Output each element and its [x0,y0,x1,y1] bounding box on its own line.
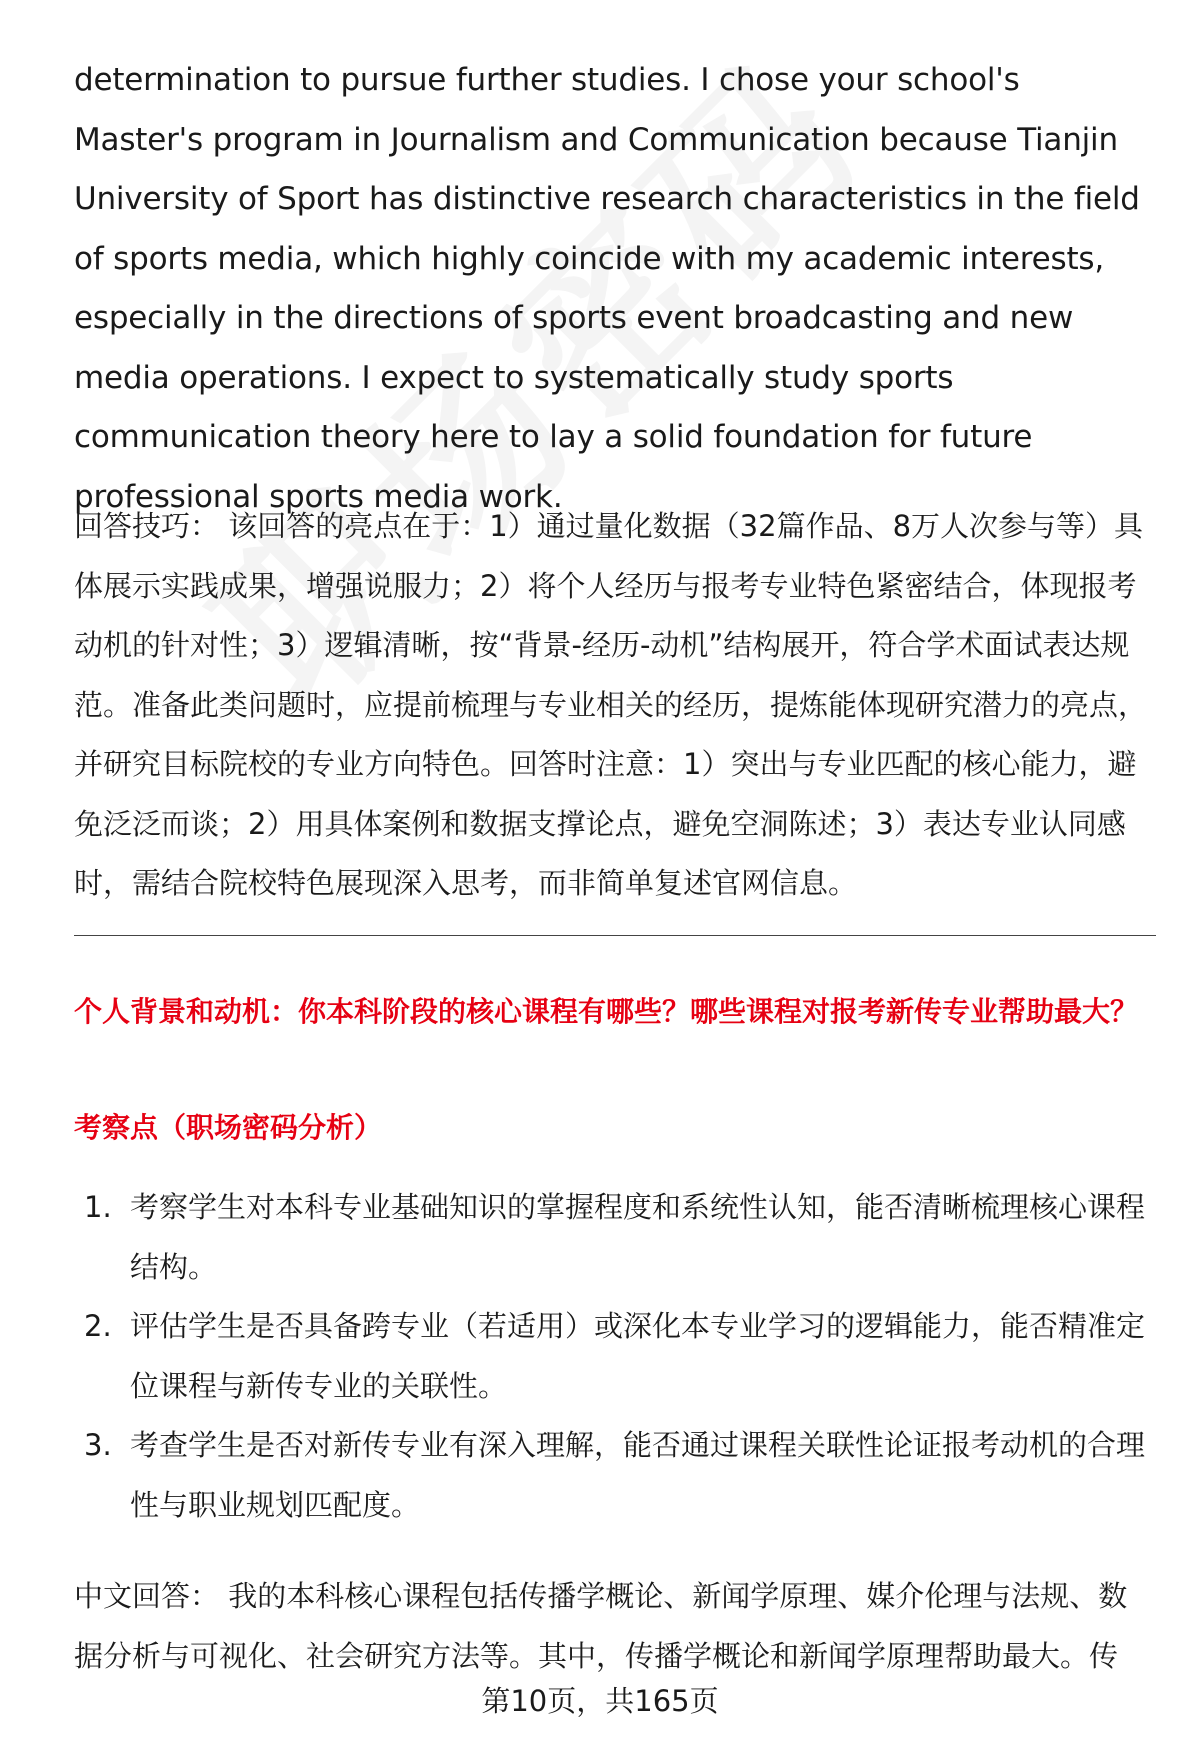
chinese-answer-text: 我的本科核心课程包括传播学概论、新闻学原理、媒介伦理与法规、数据分析与可视化、社会研究方法等。其中，传播学概论和新闻学原理帮助最大。传 [74,1579,1128,1673]
answer-tips-paragraph [74,497,1154,914]
page-number-footer: 第10页，共165页 [481,1684,719,1718]
list-item-number: 3. [84,1428,112,1462]
list-item-number: 2. [84,1309,112,1343]
list-item [74,1178,1154,1297]
list-item-text: 评估学生是否具备跨专业（若适用）或深化本专业学习的逻辑能力，能否精准定位课程与新传专业的关联性。 [130,1309,1146,1403]
chinese-answer-paragraph [74,1567,1154,1686]
list-item-number: 1. [84,1190,112,1224]
list-item-text: 考察学生对本科专业基础知识的掌握程度和系统性认知，能否清晰梳理核心课程结构。 [130,1190,1146,1284]
chinese-answer-label: 中文回答： [74,1579,220,1613]
list-item [74,1297,1154,1416]
section-divider [74,935,1156,936]
question-heading: 个人背景和动机：你本科阶段的核心课程有哪些？哪些课程对报考新传专业帮助最大？ [74,995,1139,1028]
exam-points-list [74,1178,1154,1535]
answer-tips-text: 该回答的亮点在于：1）通过量化数据（32篇作品、8万人次参与等）具体展示实践成果，增强说服力；2）将个人经历与报考专业特色紧密结合，体现报考动机的针对性；3）逻辑清晰，按“背景-经历-动机”结构展开，符合学术面试表达规范。准备此类问题时，应提前梳理与专业相关的经历，提炼能体现研究潜力的亮点，并研究目标院校的专业方向特色。回答时注意：1）突出与专业匹配的核心能力，避免泛泛而谈；2）用具体案例和数据支撑论点，避免空洞陈述；3）表达专业认同感时，需结合院校特色展现深入思考，而非简单复述官网信息。 [74,509,1148,900]
exam-points-heading: 考察点（职场密码分析） [74,1111,383,1144]
list-item-text: 考查学生是否对新传专业有深入理解，能否通过课程关联性论证报考动机的合理性与职业规划匹配度。 [130,1428,1146,1522]
answer-tips-label: 回答技巧： [74,509,220,543]
intro-paragraph: determination to pursue further studies. I chose your school's Master's program in Journalism and Communication because Tianjin University of Sport has distinctive research characteristics in the field of sports media, which highly coincide with my academic interests, especially in the directions of sports event broadcasting and new media operations. I expect to systematically study sports communication theory here to lay a solid foundation for future professional sports media work. [74,62,1140,515]
list-item [74,1416,1154,1535]
